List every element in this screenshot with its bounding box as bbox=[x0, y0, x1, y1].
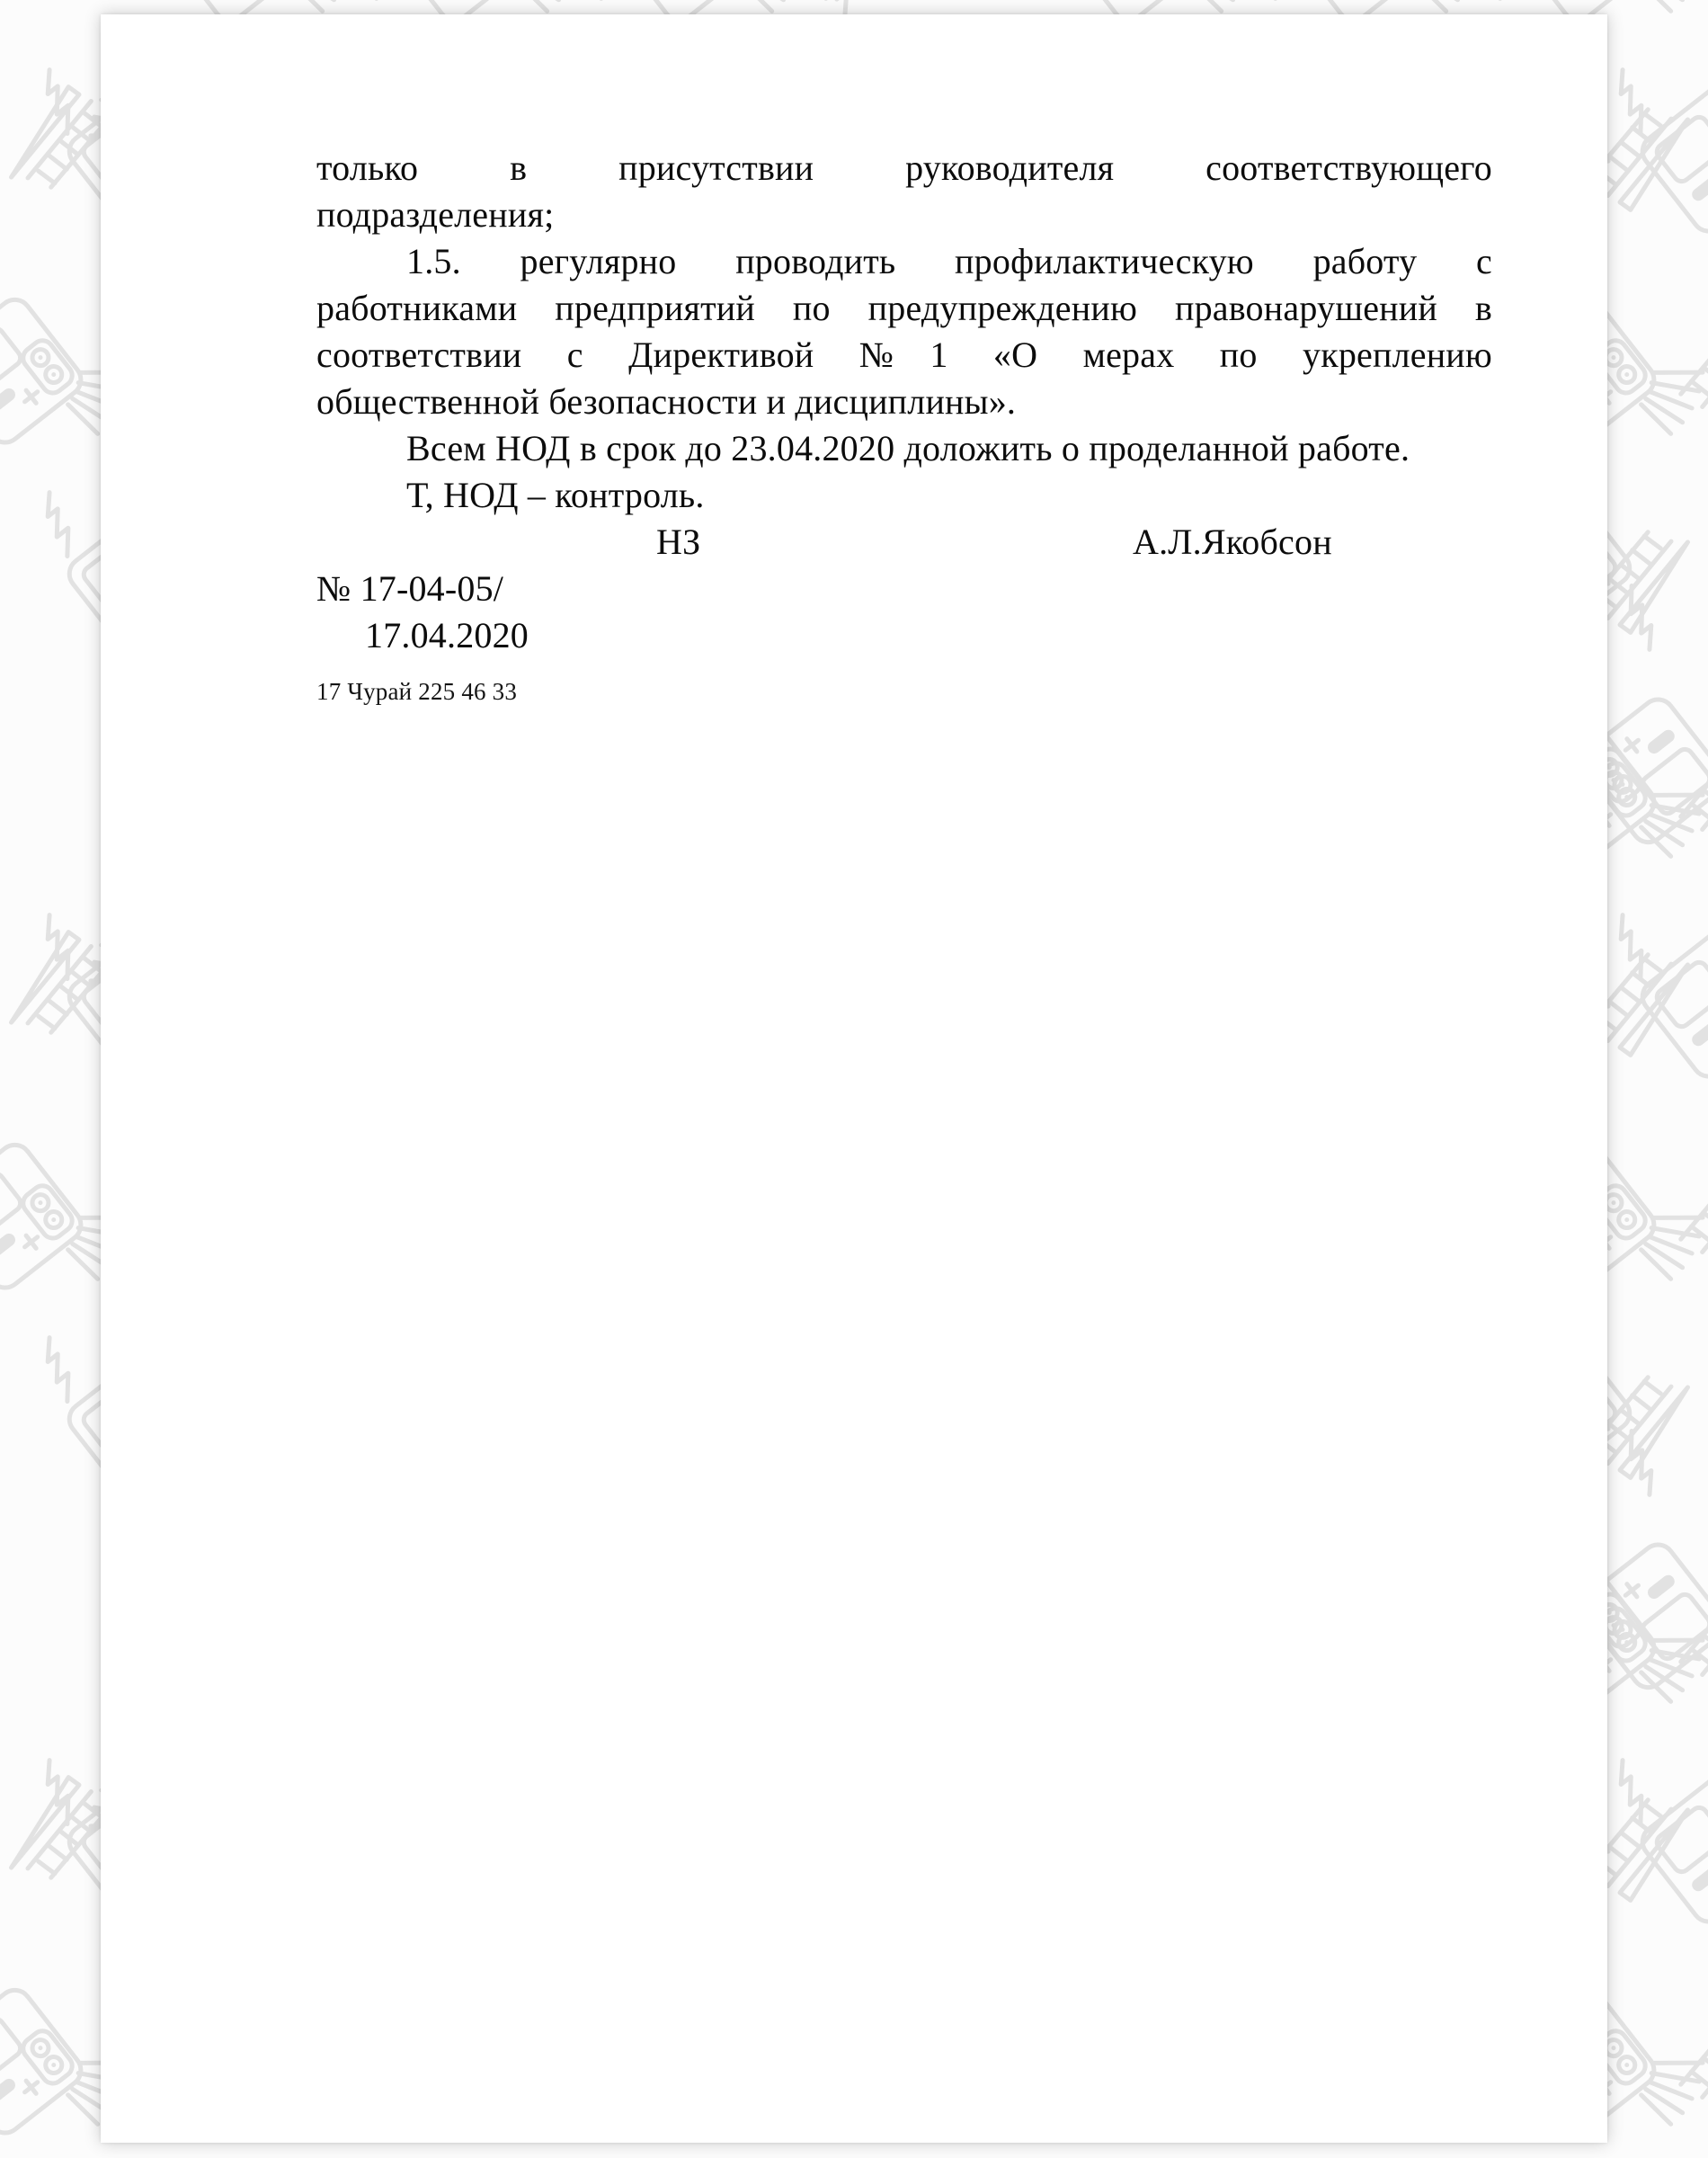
body-line-8: Т, НОД – контроль. bbox=[406, 475, 705, 515]
signature-row bbox=[316, 519, 1492, 566]
signer-name: А.Л.Якобсон bbox=[1133, 522, 1332, 562]
executor-note: 17 Чурай 225 46 33 bbox=[316, 678, 518, 705]
document-page bbox=[101, 14, 1607, 2143]
body-line-6: общественной безопасности и дисциплины». bbox=[316, 381, 1017, 422]
body-line-4: работниками предприятий по предупреждению правонарушений в bbox=[316, 288, 1492, 328]
body-line-7: Всем НОД в срок до 23.04.2020 доложить о проделанной работе. bbox=[406, 428, 1410, 468]
body-line-3: 1.5. регулярно проводить профилактическую работу с bbox=[406, 241, 1492, 281]
body-line-2: подразделения; bbox=[316, 194, 555, 235]
body-line-1: только в присутствии руководителя соответствующего bbox=[316, 147, 1492, 188]
document-number: № 17-04-05/ bbox=[316, 568, 504, 609]
body-line-5: соответствии с Директивой №1 «О мерах по укреплению bbox=[316, 334, 1492, 375]
signer-position: НЗ bbox=[656, 522, 701, 562]
document-date: 17.04.2020 bbox=[365, 615, 529, 655]
document-body bbox=[316, 145, 1492, 706]
